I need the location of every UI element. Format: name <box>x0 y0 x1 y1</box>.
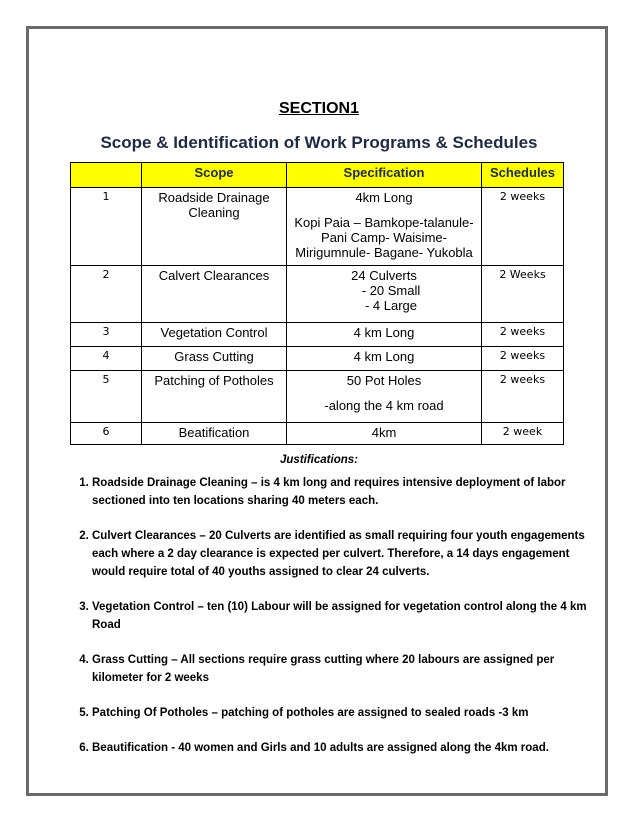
list-item: 4. Grass Cutting – All sections require grass cutting where 20 labours are assigned per kilometer for 2 weeks <box>92 651 592 687</box>
row-schedule: 2 weeks <box>482 188 564 266</box>
table-row <box>71 423 564 445</box>
justifications-heading: Justifications: <box>280 454 358 466</box>
row-number: 6 <box>71 423 142 445</box>
table-row <box>71 371 564 423</box>
row-number: 2 <box>71 266 142 323</box>
row-schedule: 2 Weeks <box>482 266 564 323</box>
row-scope: Grass Cutting <box>142 347 287 371</box>
row-number: 5 <box>71 371 142 423</box>
list-item: 1. Roadside Drainage Cleaning – is 4 km long and requires intensive deployment of labor sectioned into ten locations sharing 40 meters each. <box>92 474 592 510</box>
section-heading: SECTION1 <box>278 100 359 117</box>
spec-line: 24 Culverts <box>351 268 417 283</box>
list-item: - 4 Large <box>290 298 478 313</box>
row-scope: Roadside Drainage Cleaning <box>142 188 287 266</box>
row-schedule: 2 weeks <box>482 347 564 371</box>
row-specification: 4 km Long <box>287 347 482 371</box>
spec-line: 50 Pot Holes <box>346 373 422 388</box>
row-specification: 4 km Long <box>287 323 482 347</box>
row-schedule: 2 weeks <box>482 371 564 423</box>
table-row <box>71 347 564 371</box>
row-schedule: 2 weeks <box>482 323 564 347</box>
row-scope: Vegetation Control <box>142 323 287 347</box>
row-specification <box>287 266 482 323</box>
list-item: 5. Patching Of Potholes – patching of potholes are assigned to sealed roads -3 km <box>92 704 592 722</box>
spec-line: 4km Long <box>355 190 413 205</box>
row-specification <box>287 188 482 266</box>
row-number: 4 <box>71 347 142 371</box>
row-scope: Calvert Clearances <box>142 266 287 323</box>
list-item: - 20 Small <box>290 283 478 298</box>
row-schedule: 2 week <box>482 423 564 445</box>
row-specification <box>287 371 482 423</box>
table-row <box>71 323 564 347</box>
header-schedules: Schedules <box>482 163 564 188</box>
row-scope: Patching of Potholes <box>142 371 287 423</box>
header-specification: Specification <box>287 163 482 188</box>
justifications-list <box>72 474 592 774</box>
culvert-breakdown-list <box>290 283 478 313</box>
table-row <box>71 266 564 323</box>
table-row <box>71 188 564 266</box>
header-number <box>71 163 142 188</box>
table-header-row <box>71 163 564 188</box>
work-programs-table <box>70 162 564 445</box>
spec-line: Kopi Paia – Bamkope-talanule-Pani Camp- Waisime-Mirigumnule- Bagane- Yukobla <box>294 215 474 260</box>
list-item: 3. Vegetation Control – ten (10) Labour will be assigned for vegetation control along the 4 km Road <box>92 598 592 634</box>
document-title: Scope & Identification of Work Programs & Schedules <box>100 133 538 152</box>
list-item: 2. Culvert Clearances – 20 Culverts are identified as small requiring four youth engagements each where a 2 day clearance is expected per culvert. Therefore, a 14 days engagement would require total of 40 youths assigned to clear 24 culverts. <box>92 527 592 581</box>
row-specification: 4km <box>287 423 482 445</box>
spec-line: -along the 4 km road <box>324 398 444 413</box>
list-item: 6. Beautification - 40 women and Girls and 10 adults are assigned along the 4km road. <box>92 739 592 757</box>
header-scope: Scope <box>142 163 287 188</box>
row-number: 1 <box>71 188 142 266</box>
row-scope: Beatification <box>142 423 287 445</box>
row-number: 3 <box>71 323 142 347</box>
